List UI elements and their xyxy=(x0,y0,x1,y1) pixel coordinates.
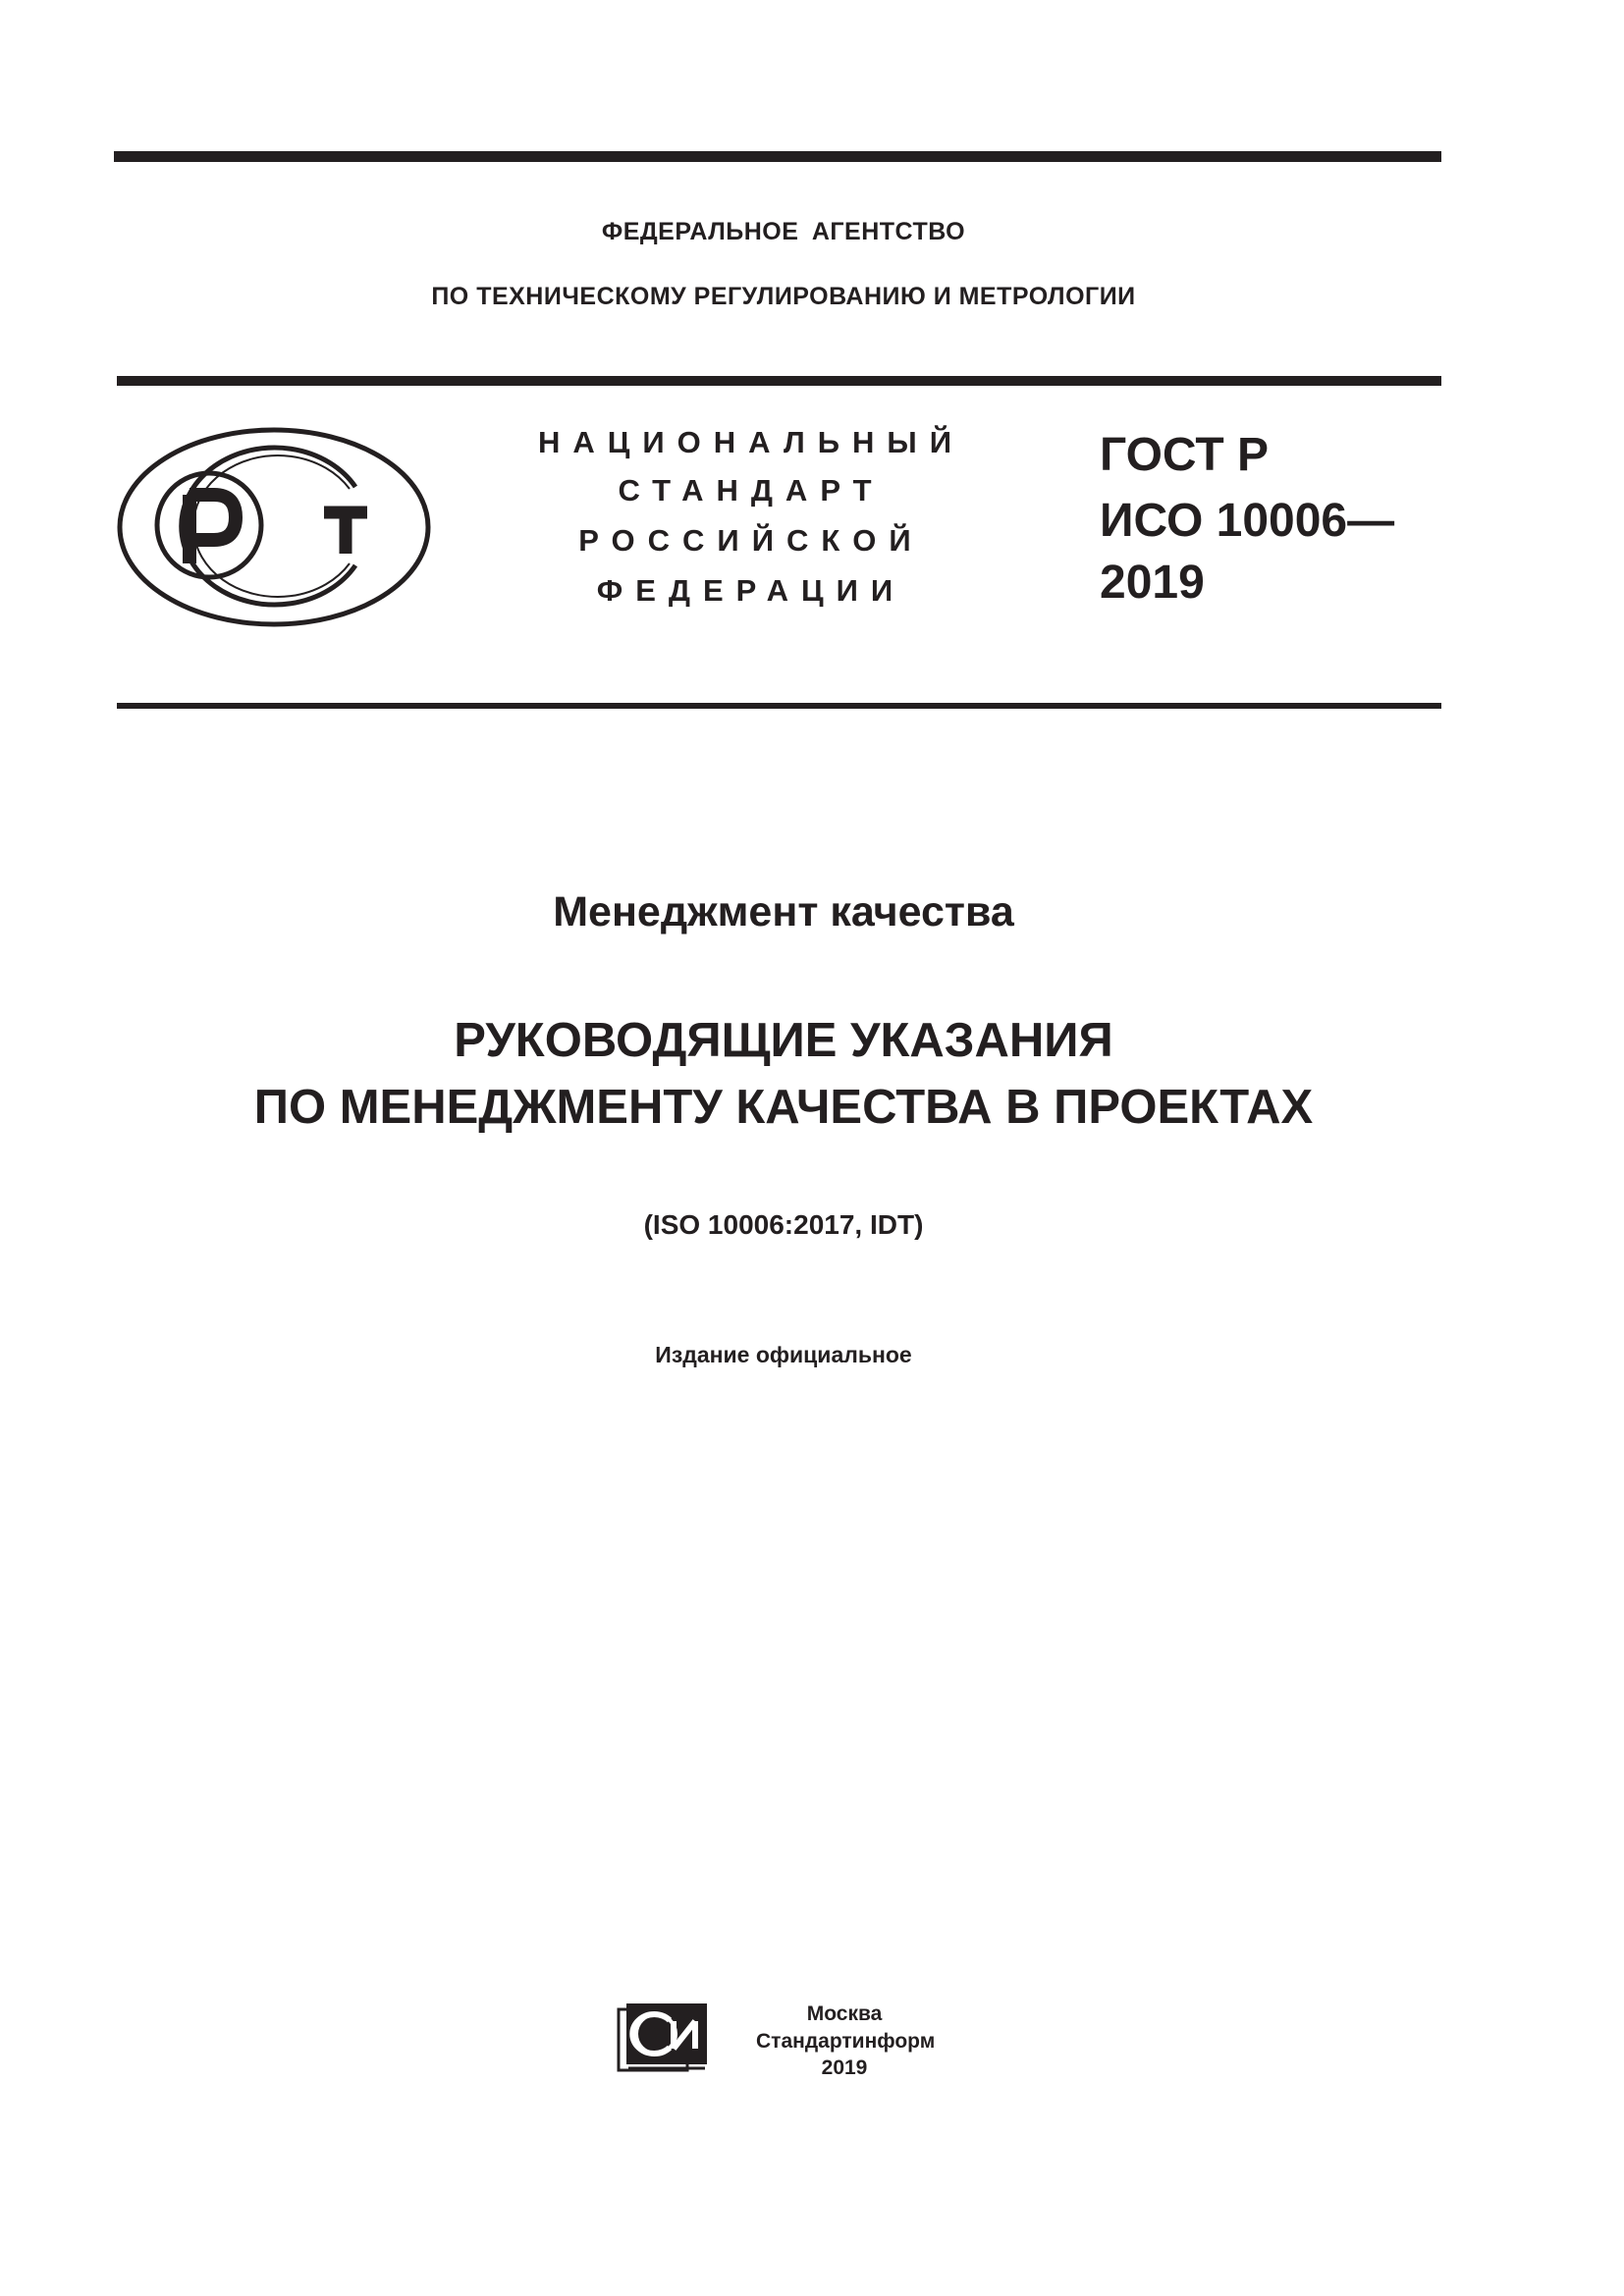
standard-designation-line-2: ИСО 10006— xyxy=(1100,495,1395,547)
publication-year: 2019 xyxy=(821,2056,868,2079)
document-title-line-2: ПО МЕНЕДЖМЕНТУ КАЧЕСТВА В ПРОЕКТАХ xyxy=(253,1081,1314,1134)
publisher-city: Москва xyxy=(806,2002,883,2025)
publisher-name: Стандартинформ xyxy=(756,2030,936,2053)
top-rule xyxy=(114,151,1441,162)
document-subject: Менеджмент качества xyxy=(553,888,1014,935)
agency-name-line-2: ПО ТЕХНИЧЕСКОМУ РЕГУЛИРОВАНИЮ И МЕТРОЛОГИИ xyxy=(431,283,1136,310)
edition-note: Издание официальное xyxy=(655,1342,912,1367)
national-standard-line-4: ФЕДЕРАЦИИ xyxy=(596,573,906,608)
document-title-line-1: РУКОВОДЯЩИЕ УКАЗАНИЯ xyxy=(454,1014,1113,1067)
bottom-rule xyxy=(117,703,1441,709)
national-standard-line-3: РОССИЙСКОЙ xyxy=(578,523,924,558)
national-standard-line-1: НАЦИОНАЛЬНЫЙ xyxy=(537,425,965,459)
standard-designation-line-1: ГОСТ Р xyxy=(1100,429,1270,481)
national-standard-line-2: СТАНДАРТ xyxy=(618,473,885,507)
rst-certification-mark-icon xyxy=(116,426,432,628)
agency-name-line-1: ФЕДЕРАЛЬНОЕ АГЕНТСТВО xyxy=(601,218,966,245)
standartinform-logo-icon xyxy=(617,2000,711,2074)
middle-rule xyxy=(117,376,1441,386)
standard-designation-line-3: 2019 xyxy=(1100,557,1205,609)
iso-reference: (ISO 10006:2017, IDT) xyxy=(643,1209,924,1240)
